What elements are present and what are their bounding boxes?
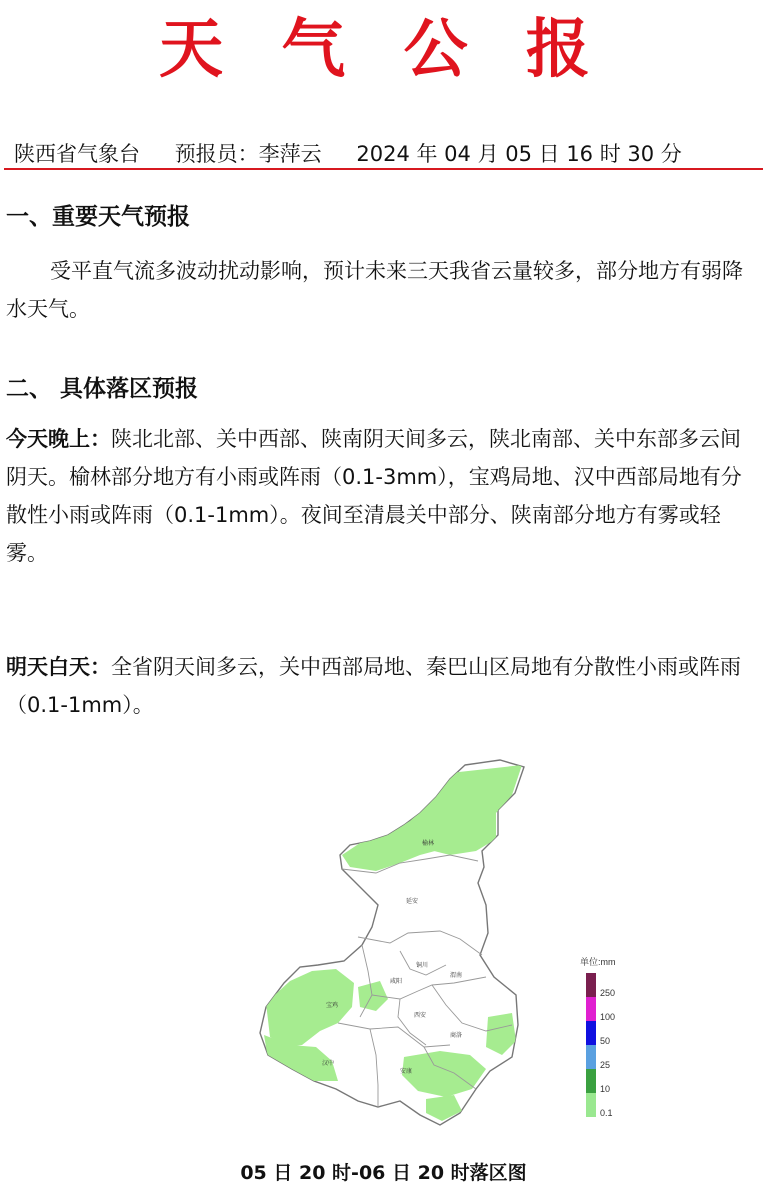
legend-label: 50 <box>600 1036 611 1046</box>
map-caption: 05 日 20 时-06 日 20 时落区图 <box>240 1162 527 1184</box>
city-label: 安康 <box>400 1069 413 1075</box>
city-label: 渭南 <box>450 973 463 979</box>
tomorrow-paragraph <box>6 648 758 724</box>
legend-label: 10 <box>600 1084 611 1094</box>
city-label: 咸阳 <box>390 979 403 985</box>
legend-swatch <box>586 1045 596 1069</box>
legend-swatch <box>586 1069 596 1093</box>
tonight-text: 陕北北部、关中西部、陕南阴天间多云，陕北南部、关中东部多云间阴天。榆林部分地方有小雨或阵雨（0.1-3mm），宝鸡局地、汉中西部局地有分散性小雨或阵雨（0.1-1mm）。夜间至清晨关中部分、陕南部分地方有雾或轻雾。 <box>6 427 742 565</box>
tomorrow-label: 明天白天： <box>6 655 111 679</box>
tonight-label: 今天晚上： <box>6 427 111 451</box>
legend-swatch <box>586 997 596 1021</box>
city-label: 汉中 <box>322 1061 335 1067</box>
issue-datetime: 2024 年 04 月 05 日 16 时 30 分 <box>356 142 682 166</box>
forecaster: 预报员：李萍云 <box>174 142 322 166</box>
legend-label: 250 <box>600 988 616 998</box>
legend-unit: 单位:mm <box>580 957 616 967</box>
city-label: 铜川 <box>416 963 429 969</box>
city-label: 宝鸡 <box>326 1003 339 1009</box>
section-1-heading: 一、重要天气预报 <box>6 204 190 230</box>
bulletin-meta <box>14 138 764 168</box>
section-1-text: 受平直气流多波动扰动影响，预计未来三天我省云量较多，部分地方有弱降水天气。 <box>6 259 743 321</box>
legend-label: 25 <box>600 1060 611 1070</box>
tomorrow-text: 全省阴天间多云，关中西部局地、秦巴山区局地有分散性小雨或阵雨（0.1-1mm）。 <box>6 655 741 717</box>
city-label: 商洛 <box>450 1033 463 1039</box>
city-label: 榆林 <box>422 841 435 847</box>
tonight-paragraph <box>6 420 758 572</box>
agency: 陕西省气象台 <box>14 142 140 166</box>
city-label: 延安 <box>406 899 419 905</box>
legend-label: 0.1 <box>600 1108 613 1118</box>
header-rule <box>4 168 763 170</box>
legend-label: 100 <box>600 1012 616 1022</box>
map-legend <box>580 956 616 1118</box>
bulletin-title: 天 气 公 报 <box>159 12 608 87</box>
section-2-heading: 二、 具体落区预报 <box>6 376 199 402</box>
precipitation-map <box>250 755 630 1135</box>
legend-swatch <box>586 1021 596 1045</box>
city-label: 西安 <box>414 1013 427 1019</box>
legend-swatch <box>586 973 596 997</box>
legend-swatch <box>586 1093 596 1117</box>
